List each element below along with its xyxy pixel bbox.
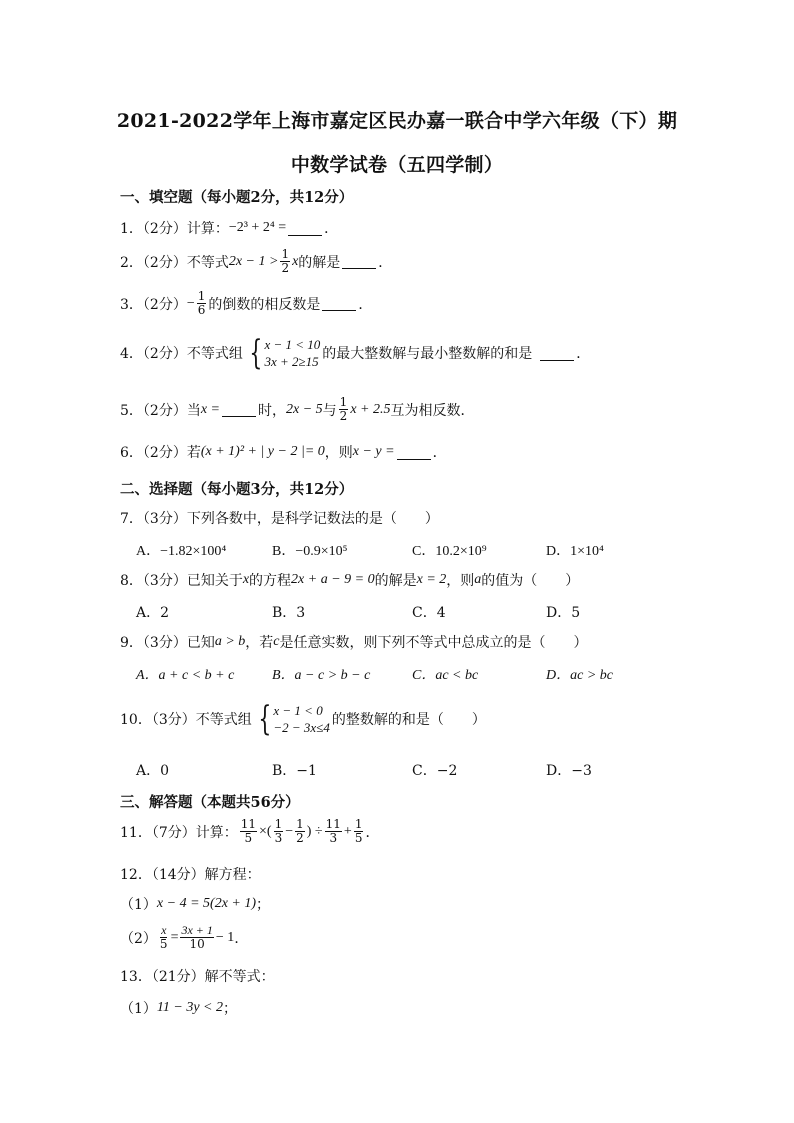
part-end: ． <box>234 930 249 947</box>
question-3-end: ． <box>358 296 373 313</box>
question-3-sign: − <box>186 295 195 311</box>
question-11 <box>120 818 379 845</box>
question-5-text-1: 时， <box>258 402 286 419</box>
option-d: D．ac > bc <box>546 668 613 683</box>
inequality-system <box>245 333 321 373</box>
option-c: C．4 <box>412 605 446 621</box>
question-8 <box>120 570 579 590</box>
question-10-text: 的整数解的和是（ ） <box>331 712 486 728</box>
question-5-text-3: 互为相反数． <box>390 402 475 419</box>
question-2-expr-left: 2x − 1 > <box>228 253 279 269</box>
fraction-denominator: 6 <box>197 303 206 317</box>
question-2 <box>120 248 392 275</box>
question-2-expr-right: x <box>292 253 299 269</box>
option-d: D．5 <box>546 605 581 621</box>
fraction-numerator: x <box>161 923 167 937</box>
fraction-numerator: 11 <box>325 817 341 831</box>
fraction-numerator: 3x + 1 <box>181 923 213 937</box>
question-5-label: 5．（2分）当 <box>120 402 201 419</box>
question-1 <box>120 218 338 238</box>
part-end: ； <box>256 897 271 913</box>
option-a: A．−1.82×100⁴ <box>136 544 227 559</box>
part-label: （1） <box>120 897 157 913</box>
question-12: 12．（14分）解方程： <box>120 867 261 883</box>
question-9-var: c <box>273 634 280 649</box>
left-brace: { <box>258 699 272 739</box>
question-1-expression: −2³ + 2⁴ = <box>228 220 287 235</box>
question-3-label: 3．（2分） <box>120 296 187 313</box>
fraction <box>295 818 305 845</box>
fraction <box>274 818 284 845</box>
fraction-denominator: 3 <box>329 831 338 845</box>
fraction-denominator: 10 <box>189 937 205 951</box>
question-2-text: 的解是 <box>298 254 341 271</box>
question-9-label: 9．（3分）已知 <box>120 635 215 651</box>
question-10-label: 10．（3分）不等式组 <box>120 712 252 728</box>
question-8-text-3: ，则 <box>446 573 475 589</box>
question-8-expression-2: x = 2 <box>416 572 447 587</box>
fraction <box>180 924 213 951</box>
fraction-numerator: 1 <box>354 817 363 831</box>
question-4-text: 的最大整数解与最小整数解的和是 <box>322 346 533 362</box>
part-expression: x − 4 = 5(2x + 1) <box>156 896 257 911</box>
question-6-expression: (x + 1)² + | y − 2 |= 0 <box>200 444 325 459</box>
question-8-text-2: 的解是 <box>374 573 417 589</box>
question-2-end: ． <box>378 254 393 271</box>
operator: − <box>285 823 294 839</box>
question-8-var-2: a <box>474 572 482 587</box>
fraction-denominator: 5 <box>354 831 363 845</box>
fraction-numerator: 1 <box>296 817 304 831</box>
fraction-numerator: 1 <box>197 289 206 303</box>
fraction-denominator: 5 <box>244 831 253 845</box>
question-5-var: x = <box>200 401 220 417</box>
question-6-expression-2: x − y = <box>352 444 395 459</box>
question-13-part-1 <box>120 998 237 1018</box>
question-11-label: 11．（7分）计算： <box>120 824 238 841</box>
answer-blank <box>222 402 256 417</box>
page-title-line-1: 2021-2022学年上海市嘉定区民办嘉一联合中学六年级（下）期 <box>116 110 678 132</box>
question-1-label: 1．（2分）计算： <box>120 221 229 237</box>
fraction-denominator: 5 <box>159 937 168 951</box>
page-title-line-2: 中数学试卷（五四学制） <box>290 154 504 176</box>
question-2-label: 2．（2分）不等式 <box>120 254 229 271</box>
option-d: D．1×10⁴ <box>546 544 604 559</box>
option-a: A．a + c < b + c <box>136 668 235 683</box>
section-heading-multiple-choice: 二、选择题（每小题3分，共12分） <box>120 481 354 498</box>
operator: + <box>343 823 352 839</box>
question-8-label: 8．（3分）已知关于 <box>120 573 243 589</box>
question-5-expr-1: 2x − 5 <box>286 401 323 417</box>
question-9-text-2: 是任意实数，则下列不等式中总成立的是（ ） <box>279 635 588 651</box>
question-9-expression: a > b <box>214 634 246 649</box>
part-label: （2） <box>120 930 157 947</box>
question-12-part-1 <box>120 894 270 914</box>
question-6-end: ． <box>432 445 447 461</box>
fraction-numerator: 1 <box>281 247 290 261</box>
fraction <box>159 924 169 951</box>
system-row-1: x − 1 < 0 <box>273 703 323 718</box>
fraction <box>280 248 290 275</box>
section-heading-solutions: 三、解答题（本题共56分） <box>120 794 300 811</box>
answer-blank <box>288 221 322 236</box>
question-5-text-2: 与 <box>322 402 337 419</box>
question-8-text-4: 的值为（ ） <box>481 573 580 589</box>
fraction <box>354 818 364 845</box>
fraction-numerator: 11 <box>240 817 257 831</box>
question-3-text: 的倒数的相反数是 <box>208 296 321 313</box>
question-9-text-1: ，若 <box>245 635 274 651</box>
section-heading-fill-in: 一、填空题（每小题2分，共12分） <box>120 189 354 206</box>
fraction <box>325 818 342 845</box>
question-4 <box>120 333 591 373</box>
question-9 <box>120 632 588 652</box>
operator: = <box>170 929 179 945</box>
question-10 <box>120 699 486 739</box>
fraction-denominator: 2 <box>339 409 348 423</box>
question-12-part-2 <box>120 924 248 951</box>
question-5-expr-2: x + 2.5 <box>350 401 391 417</box>
option-d: D．−3 <box>546 763 592 779</box>
option-a: A．0 <box>136 763 170 779</box>
part-expression: 11 − 3y < 2 <box>156 1000 223 1015</box>
fraction-denominator: 3 <box>274 831 283 845</box>
question-11-end: ． <box>365 824 380 841</box>
answer-blank <box>540 346 574 361</box>
option-b: B．3 <box>272 605 306 621</box>
option-b: B．−0.9×10⁵ <box>272 544 348 559</box>
option-c: C．10.2×10⁹ <box>412 544 487 559</box>
question-8-expression: 2x + a − 9 = 0 <box>291 572 375 587</box>
option-b: B．a − c > b − c <box>272 668 371 683</box>
question-5 <box>120 396 474 423</box>
answer-blank <box>342 254 376 269</box>
question-3 <box>120 290 372 317</box>
answer-blank <box>397 445 431 460</box>
question-13: 13．（21分）解不等式： <box>120 969 275 985</box>
question-8-var: x <box>242 572 250 587</box>
fraction <box>197 290 207 317</box>
fraction-denominator: 2 <box>281 261 290 275</box>
fraction <box>240 818 257 845</box>
answer-blank <box>322 296 356 311</box>
fraction-numerator: 1 <box>339 395 348 409</box>
question-7: 7．（3分）下列各数中，是科学记数法的是（ ） <box>120 511 439 527</box>
operator: − 1 <box>215 929 235 945</box>
left-brace: { <box>249 333 263 373</box>
question-6 <box>120 442 447 462</box>
option-c: C．−2 <box>412 763 458 779</box>
system-row-2: −2 − 3x≤4 <box>273 720 330 735</box>
fraction-numerator: 1 <box>274 817 283 831</box>
operator: ) ÷ <box>306 823 323 839</box>
fraction <box>339 396 349 423</box>
question-4-end: ． <box>576 346 591 362</box>
question-8-text-1: 的方程 <box>249 573 292 589</box>
inequality-system <box>254 699 330 739</box>
question-6-label: 6．（2分）若 <box>120 445 201 461</box>
question-6-text: ，则 <box>324 445 353 461</box>
option-a: A．2 <box>136 605 170 621</box>
system-row-2: 3x + 2≥15 <box>264 354 319 369</box>
question-4-label: 4．（2分）不等式组 <box>120 346 243 362</box>
option-c: C．ac < bc <box>412 668 479 683</box>
option-b: B．−1 <box>272 763 317 779</box>
operator: ×( <box>259 823 272 839</box>
question-1-end: ． <box>324 221 339 237</box>
system-row-1: x − 1 < 10 <box>264 337 321 352</box>
part-label: （1） <box>120 1001 157 1017</box>
fraction-denominator: 2 <box>296 831 304 845</box>
part-end: ； <box>223 1001 237 1017</box>
